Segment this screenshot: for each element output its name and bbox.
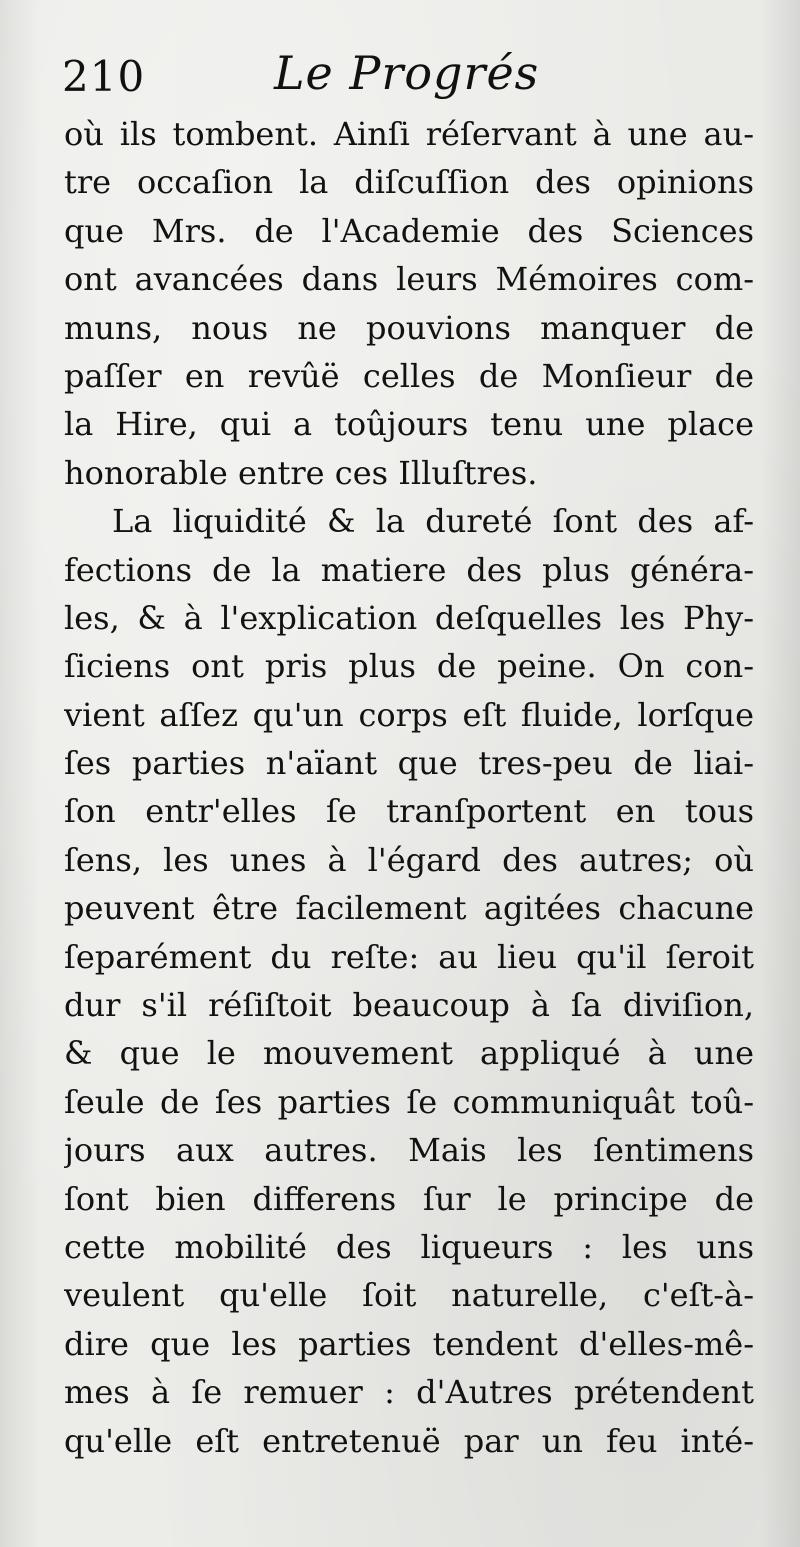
text-line: la Hire, qui a toûjours tenu une place — [64, 405, 754, 444]
text-line: ſon entr'elles ſe tranſportent en tous — [64, 792, 754, 831]
text-line: ont avancées dans leurs Mémoires com- — [64, 260, 754, 299]
text-line: honorable entre ces Illuſtres. — [64, 453, 538, 492]
text-line: tre occaſion la diſcuſſion des opinions — [64, 163, 754, 202]
running-title: Le Progrés — [274, 46, 540, 100]
text-line: dur s'il réſiſtoit beaucoup à ſa diviſion, — [64, 986, 754, 1025]
text-line: ſeparément du reſte: au lieu qu'il ſeroit — [64, 937, 754, 976]
text-line: La liquidité & la dureté ſont des af- — [112, 502, 754, 541]
text-line: ſens, les unes à l'égard des autres; où — [64, 840, 754, 879]
text-line: que Mrs. de l'Academie des Sciences — [64, 211, 754, 250]
page-header — [62, 42, 762, 114]
text-line: fections de la matiere des plus généra- — [64, 550, 754, 589]
text-line: mes à ſe remuer : d'Autres prétendent — [64, 1373, 754, 1412]
text-line: ſiciens ont pris plus de peine. On con- — [64, 647, 754, 686]
text-line: paſſer en revûë celles de Monſieur de — [64, 356, 754, 395]
text-line: ſont bien differens ſur le principe de — [64, 1179, 754, 1218]
text-line: veulent qu'elle ſoit naturelle, c'eſt-à- — [64, 1276, 754, 1315]
text-line: cette mobilité des liqueurs : les uns — [64, 1227, 754, 1266]
text-line: & que le mouvement appliqué à une — [64, 1034, 754, 1073]
page-number: 210 — [62, 52, 146, 101]
text-line: muns, nous ne pouvions manquer de — [64, 308, 754, 347]
text-line: qu'elle eſt entretenuë par un feu inté- — [64, 1421, 754, 1460]
text-line: où ils tombent. Ainſi réſervant à une au- — [64, 115, 754, 153]
text-line: ſes parties n'aïant que tres-peu de liai- — [64, 744, 754, 783]
text-line: les, & à l'explication deſquelles les Phy- — [64, 598, 754, 637]
body-text — [64, 110, 754, 1465]
text-line: peuvent être facilement agitées chacune — [64, 889, 754, 928]
text-line: vient aſſez qu'un corps eſt fluide, lorſque — [64, 695, 754, 734]
text-line: dire que les parties tendent d'elles-mê- — [64, 1324, 754, 1363]
text-line: ſeule de ſes parties ſe communiquât toû- — [64, 1082, 754, 1121]
text-line: jours aux autres. Mais les ſentimens — [64, 1131, 754, 1170]
